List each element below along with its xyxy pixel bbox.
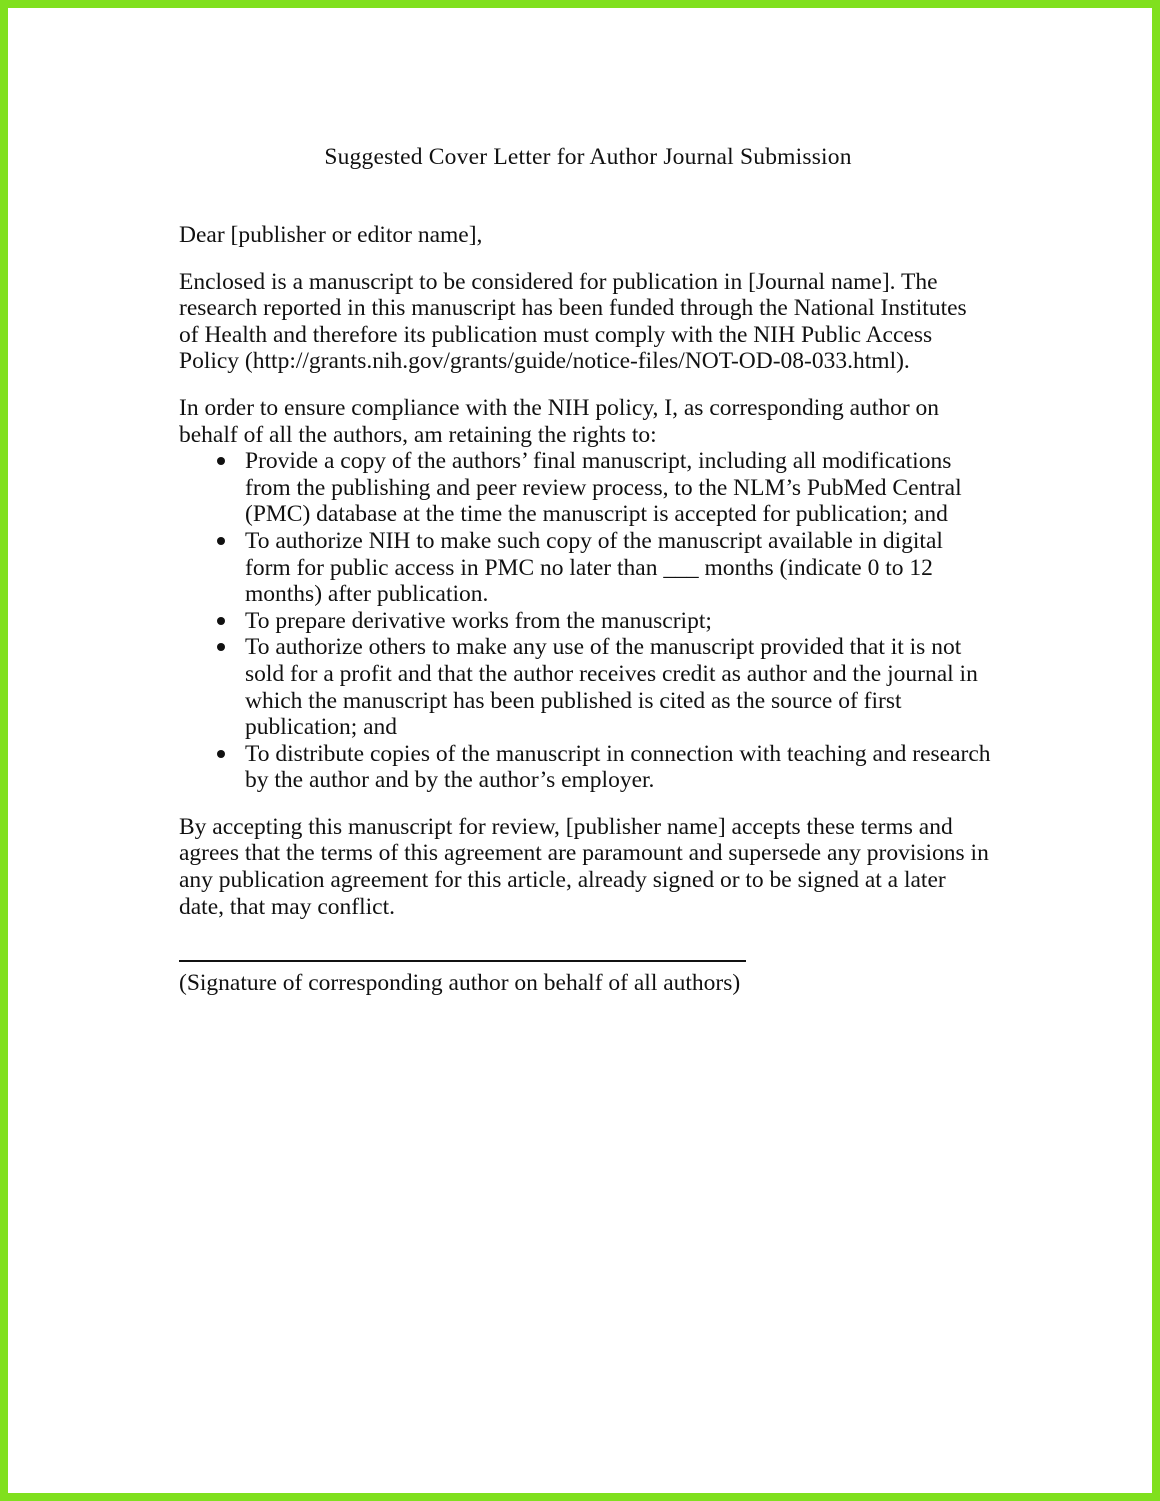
salutation-line: Dear [publisher or editor name],: [179, 222, 483, 248]
list-item: [179, 608, 991, 635]
list-item-text: To prepare derivative works from the manuscript;: [245, 607, 712, 634]
list-item: [179, 741, 991, 794]
bullet-dot-icon: [217, 457, 225, 465]
document-body: [179, 222, 991, 940]
paragraph-acceptance-terms: By accepting this manuscript for review, [publisher name] accepts these terms and agrees that the terms of this agreement are paramount and supersede any provisions in any publication agreement for this article, already signed or to be signed at a later date, that may conflict.: [179, 813, 989, 920]
document-sheet: [8, 8, 1152, 1493]
list-item: [179, 448, 991, 528]
list-item-text: To authorize NIH to make such copy of the manuscript available in digital form for public access in PMC no later than ___ months (indicate 0 to 12 months) after publication.: [245, 527, 943, 608]
document-title: Suggested Cover Letter for Author Journal Submission: [324, 144, 852, 170]
signature-line: [179, 960, 746, 962]
signature-block: [179, 960, 991, 997]
paragraph-compliance-intro: In order to ensure compliance with the NIH policy, I, as corresponding author on behalf of all the authors, am retaining the rights to:: [179, 394, 940, 448]
list-item: [179, 634, 991, 740]
retained-rights-list: [179, 448, 991, 794]
bullet-dot-icon: [217, 643, 225, 651]
signature-caption: (Signature of corresponding author on behalf of all authors): [179, 970, 741, 996]
list-item: [179, 528, 991, 608]
bullet-dot-icon: [217, 537, 225, 545]
bullet-dot-icon: [217, 617, 225, 625]
list-item-text: To authorize others to make any use of the manuscript provided that it is not sold for a profit and that the author receives credit as author and the journal in which the manuscript has been published is cited as the source of first publication; and: [245, 634, 978, 741]
list-item-text: To distribute copies of the manuscript in connection with teaching and research by the author and by the author’s employer.: [245, 740, 991, 794]
bullet-dot-icon: [217, 750, 225, 758]
list-item-text: Provide a copy of the authors’ final manuscript, including all modifications from the publishing and peer review process, to the NLM’s PubMed Central (PMC) database at the time the manuscript is accepted for publication; and: [245, 448, 962, 528]
paragraph-enclosed-manuscript: Enclosed is a manuscript to be considered for publication in [Journal name]. The research reported in this manuscript has been funded through the National Institutes of Health and therefore its publication must comply with the NIH Public Access Policy (http://grants.nih.gov/grants/guide/notice-files/NOT-OD-08-033.html).: [179, 268, 967, 375]
